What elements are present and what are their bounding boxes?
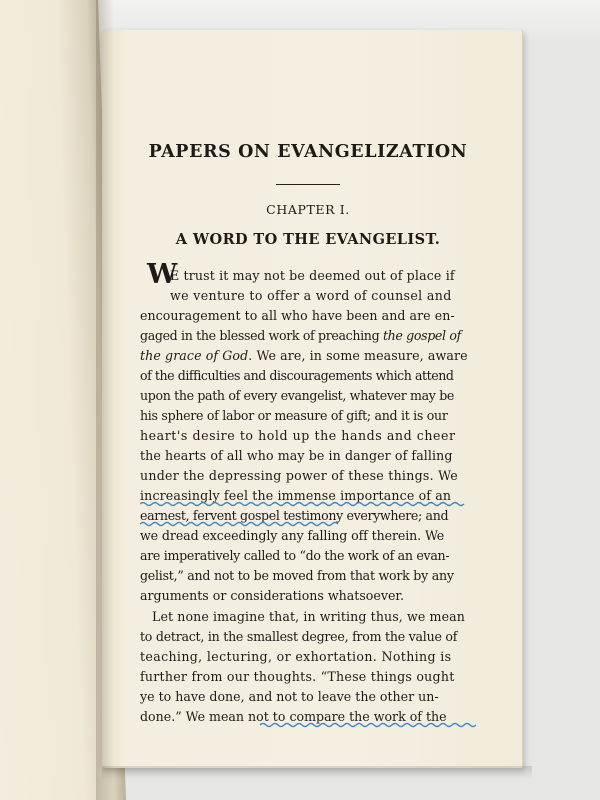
text-line: gelist,” and not to be moved from that work by any xyxy=(140,568,454,583)
book-gutter-shadow xyxy=(96,0,114,800)
text-line: under the depressing power of these things. We xyxy=(140,468,458,483)
text-line: heart's desire to hold up the hands and cheer xyxy=(140,428,456,443)
text-line-underlined: increasingly feel the immense importance of an xyxy=(140,488,452,503)
text-line: to detract, in the smallest degree, from the value of xyxy=(140,629,458,644)
italic-phrase: the gospel of xyxy=(382,328,461,343)
pen-underline-3 xyxy=(260,724,476,727)
text-line: upon the path of every evangelist, whatever may be xyxy=(140,388,455,403)
text-line-content: gaged in the blessed work of preaching the gospel of xyxy=(140,328,461,343)
text-line: encouragement to all who have been and are en- xyxy=(140,308,455,323)
text-line: we dread exceedingly any falling off therein. We xyxy=(140,528,445,543)
text-line: are imperatively called to “do the work of an evan- xyxy=(140,548,450,563)
book-title: PAPERS ON EVANGELIZATION xyxy=(148,142,468,162)
text-line: arguments or considerations whatsoever. xyxy=(140,588,405,603)
chapter-title: A WORD TO THE EVANGELIST. xyxy=(175,231,441,248)
text-line: his sphere of labor or measure of gift; and it is our xyxy=(140,408,448,423)
text-line: teaching, lecturing, or exhortation. Nothing is xyxy=(140,649,452,664)
drop-cap: W xyxy=(147,259,178,290)
text-line: of the difficulties and discouragements which attend xyxy=(140,368,454,383)
chapter-number: CHAPTER I. xyxy=(266,202,350,217)
pen-underline-2 xyxy=(140,523,338,526)
text-line: ye to have done, and not to leave the other un- xyxy=(140,689,439,704)
pen-underline-marks xyxy=(140,0,476,800)
text-line: E trust it may not be deemed out of place if xyxy=(170,268,455,283)
text-line-underlined: earnest, fervent gospel testimony everywhere; and xyxy=(140,508,449,523)
pen-underline-1 xyxy=(140,503,464,506)
page-content xyxy=(140,0,476,800)
text-line: we venture to offer a word of counsel and xyxy=(170,288,452,303)
text-line: further from our thoughts. “These things ought xyxy=(140,669,455,684)
text-line: Let none imagine that, in writing thus, we mean xyxy=(152,609,465,624)
text-line: the grace of God. We are, in some measure, aware xyxy=(140,348,468,363)
italic-phrase: the grace of God xyxy=(140,348,249,363)
text-line-underlined: done.” We mean not to compare the work of the xyxy=(140,709,447,724)
text-line: the hearts of all who may be in danger of falling xyxy=(140,448,453,463)
